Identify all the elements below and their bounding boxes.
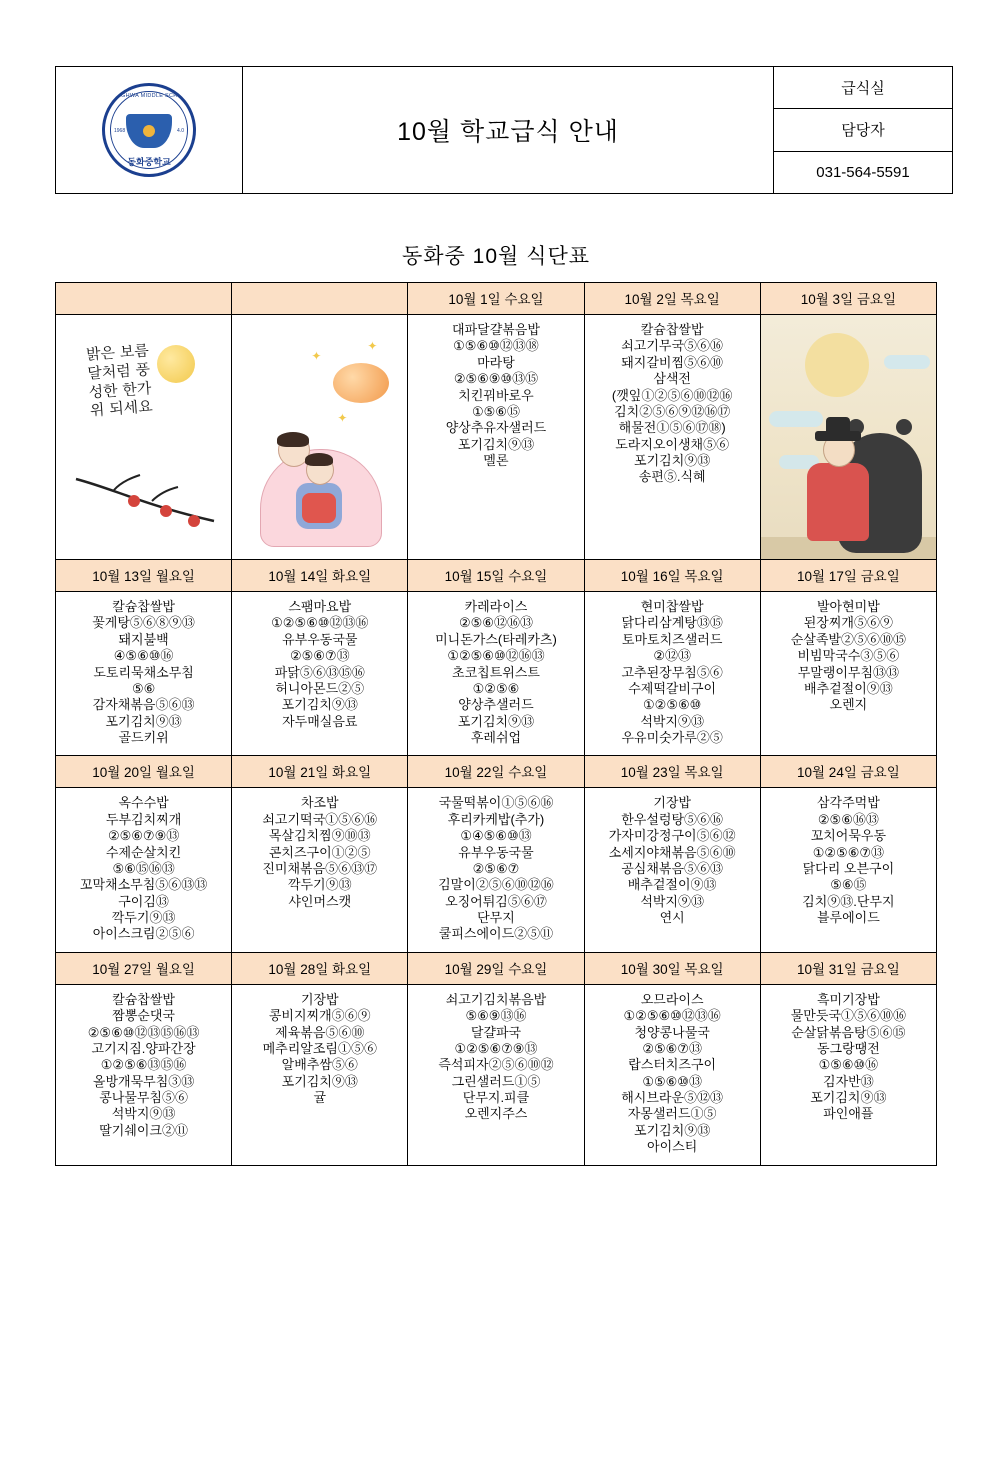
menu-item: 골드키위 [118, 730, 169, 745]
menu-item: 도라지오이생채⑤⑥ [615, 436, 730, 452]
menu-item: 멜론 [483, 453, 509, 468]
menu-item: 구이김⑬ [118, 893, 169, 909]
menu-item: ⑤⑥ [131, 680, 156, 696]
menu-cell-oct-29 [408, 984, 584, 1165]
menu-cell-oct-22 [408, 788, 584, 952]
menu-item: ②⑤⑥⑨⑩⑬⑮ [453, 371, 539, 387]
menu-item: ②⑤⑥⑫⑯⑬ [458, 615, 533, 631]
menu-item: ②⑤⑥⑦⑨⑬ [107, 828, 180, 844]
menu-item: 도토리묵채소무침 [93, 664, 194, 680]
menu-item: 순살닭볶음탕⑤⑥⑮ [791, 1024, 906, 1040]
star-icon-2: ✦ [367, 339, 378, 353]
menu-item: 석박지⑨⑬ [111, 1106, 176, 1122]
menu-item: ①②⑤⑥⑦⑬ [812, 844, 885, 860]
day-header-oct-30: 10월 30일 목요일 [584, 952, 760, 984]
menu-item: 국물떡볶이①⑤⑥⑯ [438, 795, 554, 811]
menu-cell-oct-24 [760, 788, 936, 952]
menu-item: 미니돈가스(타레카츠) [435, 631, 557, 647]
day-header-oct-2: 10월 2일 목요일 [584, 283, 760, 315]
menu-cell-oct-30 [584, 984, 760, 1165]
menu-item: 포기김치⑨⑬ [457, 436, 535, 452]
menu-item: 차조밥 [300, 795, 339, 811]
menu-item: 양상추샐러드 [458, 697, 534, 713]
header-office-label: 급식실 [774, 67, 953, 109]
menu-cell-oct-17 [760, 592, 936, 756]
menu-item: 공심채볶음⑤⑥⑬ [621, 860, 724, 876]
menu-item: 무말랭이무침⑬⑬ [797, 664, 900, 680]
menu-item: 치킨꿔바로우 [458, 387, 534, 403]
menu-item: 유부우동국물 [282, 631, 358, 647]
menu-item: 칼슘찹쌀밥 [112, 599, 175, 614]
menu-item: 소세지야채볶음⑤⑥⑩ [608, 844, 736, 860]
menu-item: 쿨피스에이드②⑤⑪ [438, 926, 554, 942]
menu-item: 마라탕 [477, 354, 515, 370]
day-header-oct-3: 10월 3일 금요일 [760, 283, 936, 315]
menu-item: 오징어튀김⑤⑥⑰ [445, 893, 547, 909]
menu-item: 토마토치즈샐러드 [621, 631, 723, 647]
menu-item: 칼슘찹쌀밥 [640, 322, 704, 337]
menu-item: ②⑤⑥⑦⑬ [289, 648, 350, 664]
menu-item: 고기지짐.양파간장 [91, 1040, 196, 1056]
moon-icon [157, 345, 195, 383]
menu-item: 가자미강정구이⑤⑥⑫ [608, 828, 736, 844]
menu-item: 돼지갈비찜⑤⑥⑩ [621, 354, 724, 370]
menu-item: 꼬막채소무침⑤⑥⑬⑬ [79, 877, 208, 893]
document-title: 10월 학교급식 안내 [243, 67, 774, 194]
menu-item: 물만듯국①⑤⑥⑩⑯ [790, 1008, 906, 1024]
menu-item: 포기김치⑨⑬ [457, 713, 535, 729]
menu-item: 고추된장무침⑤⑥ [621, 664, 723, 680]
menu-item: 포기김치⑨⑬ [634, 1122, 711, 1138]
menu-cell-oct-31 [760, 984, 936, 1165]
cloud-icon-1 [769, 411, 823, 427]
menu-item: ②⑤⑥⑦ [472, 860, 520, 876]
menu-table-title: 동화중 10월 식단표 [401, 245, 591, 268]
menu-item: 파인애플 [823, 1106, 874, 1122]
menu-item: 감자채볶음⑤⑥⑬ [92, 697, 195, 713]
menu-item: 허니아몬드②⑤ [275, 680, 365, 696]
menu-item: 수제떡갈비구이 [628, 680, 717, 696]
day-header-oct-15: 10월 15일 수요일 [408, 560, 584, 592]
day-header-oct-23: 10월 23일 목요일 [584, 756, 760, 788]
menu-item: 그린샐러드①⑤ [451, 1073, 541, 1089]
menu-item: 해물전①⑤⑥⑰⑱) [618, 420, 726, 436]
menu-item: 쇠고기떡국①⑤⑥⑯ [262, 811, 378, 827]
menu-item: 스팸마요밥 [288, 599, 352, 614]
menu-item: 해시브라운⑤⑫⑬ [621, 1090, 724, 1105]
menu-item: 메추리알조림①⑤⑥ [262, 1040, 377, 1056]
menu-item: ⑤⑥⑮⑯⑬ [112, 860, 175, 876]
header-phone-number: 031-564-5591 [774, 151, 953, 193]
menu-item: 순살족발②⑤⑥⑩⑮ [790, 631, 906, 647]
menu-item: 초코칩트위스트 [452, 664, 540, 680]
menu-item: ④⑤⑥⑩⑯ [113, 648, 174, 664]
menu-item: 샤인머스캣 [288, 893, 352, 909]
day-header-oct-13: 10월 13일 월요일 [56, 560, 232, 592]
menu-item: 수제순살치킨 [105, 844, 182, 860]
menu-cell-oct-13 [56, 592, 232, 756]
menu-item: 기장밥 [300, 991, 339, 1007]
menu-cell-oct-20 [56, 788, 232, 952]
menu-item: 즉석피자②⑤⑥⑩⑫ [438, 1057, 554, 1073]
menu-item: ②⑤⑥⑦⑬ [642, 1040, 702, 1056]
week1-empty-head-2 [232, 283, 408, 315]
menu-item: 청양콩나물국 [634, 1024, 710, 1040]
menu-item: 아이스크림②⑤⑥ [92, 926, 195, 942]
menu-item: 귤 [313, 1090, 327, 1105]
menu-item: 연시 [659, 910, 685, 925]
menu-item: ①④⑤⑥⑩⑬ [460, 828, 532, 844]
logo-year-right: 4.0 [177, 128, 184, 134]
cloud-icon-3 [884, 355, 930, 369]
menu-item: 닭다리삼계탕⑬⑮ [621, 615, 723, 631]
menu-item: ①②⑤⑥ [472, 680, 520, 696]
menu-item: ①⑤⑥⑩⑫⑬⑱ [453, 338, 539, 354]
day-header-oct-27: 10월 27일 월요일 [56, 952, 232, 984]
menu-item: 삼각주먹밥 [816, 795, 880, 811]
menu-item: 오렌지주스 [464, 1106, 528, 1122]
menu-cell-oct-23 [584, 788, 760, 952]
sun-icon [805, 333, 869, 397]
document-page [0, 66, 992, 1469]
menu-item: 동그랑땡전 [816, 1040, 880, 1056]
menu-item: ①②⑤⑥⑩⑫⑬⑯ [623, 1008, 721, 1024]
menu-item: ⑤⑥⑮ [830, 877, 867, 893]
week3-header-row [56, 756, 937, 788]
menu-item: ①②⑤⑥⑬⑮⑯ [100, 1057, 187, 1073]
menu-item: 자몽샐러드①⑤ [627, 1106, 717, 1122]
menu-item: 비빔막국수③⑤⑥ [797, 648, 900, 664]
menu-item: ①②⑤⑥⑩⑫⑯⑬ [447, 648, 545, 664]
menu-item: ②⑤⑥⑯⑬ [817, 811, 879, 827]
day-header-oct-17: 10월 17일 금요일 [760, 560, 936, 592]
menu-item: 대파달걀볶음밥 [452, 322, 540, 337]
star-icon-3: ✦ [337, 411, 348, 425]
mother-hair [277, 432, 309, 447]
menu-cell-oct-28 [232, 984, 408, 1165]
menu-item: 발아현미밥 [816, 599, 880, 614]
logo-year-left: 1968 [114, 128, 126, 134]
school-logo-cell [56, 67, 243, 194]
menu-item: 포기김치⑨⑬ [810, 1090, 887, 1105]
menu-item: 목살김치찜⑨⑩⑬ [268, 828, 371, 844]
gat-hat-icon [815, 431, 861, 441]
menu-item: ①②⑤⑥⑩ [643, 697, 702, 713]
week2-header-row [56, 560, 937, 592]
day-header-oct-21: 10월 21일 화요일 [232, 756, 408, 788]
day-header-oct-14: 10월 14일 화요일 [232, 560, 408, 592]
menu-item: 짬뽕순댓국 [112, 1008, 175, 1024]
day-header-oct-31: 10월 31일 금요일 [760, 952, 936, 984]
menu-item: 김치②⑤⑥⑨⑫⑯⑰ [614, 403, 731, 419]
header-table [55, 66, 953, 194]
menu-item: 블루에이드 [816, 910, 880, 925]
day-header-oct-20: 10월 20일 월요일 [56, 756, 232, 788]
header-manager-label: 담당자 [774, 109, 953, 151]
menu-item: 김치⑨⑬.단무지 [802, 893, 895, 909]
menu-item: ②⑤⑥⑩⑫⑬⑮⑯⑬ [87, 1024, 200, 1040]
menu-item: 랍스터치즈구이 [628, 1057, 717, 1073]
menu-cell-oct-1 [408, 315, 584, 560]
day-header-oct-22: 10월 22일 수요일 [408, 756, 584, 788]
menu-item: 카레라이스 [464, 599, 528, 614]
menu-item: 우유미숫가루②⑤ [621, 730, 723, 745]
menu-item: 김말이②⑤⑥⑩⑫⑯ [438, 877, 554, 893]
menu-item: (깻잎①②⑤⑥⑩⑫⑯ [611, 387, 733, 403]
chuseok-illustration [760, 315, 936, 560]
menu-item: ①②⑤⑥⑦⑨⑬ [454, 1040, 538, 1056]
menu-item: 양상추유자샐러드 [445, 420, 547, 436]
menu-item: 김자반⑬ [823, 1073, 874, 1089]
week3-content-row [56, 788, 937, 952]
menu-item: 콩나물무침⑤⑥ [99, 1090, 188, 1105]
menu-item: ①⑤⑥⑮ [471, 403, 520, 419]
menu-item: ①⑤⑥⑩⑯ [818, 1057, 879, 1073]
menu-item: 유부우동국물 [458, 844, 534, 860]
menu-item: 제육볶음⑤⑥⑩ [275, 1024, 365, 1040]
menu-item: 진미채볶음⑤⑥⑬⑰ [262, 860, 378, 876]
menu-item: 콩비지찌개⑤⑥⑨ [268, 1008, 371, 1024]
menu-item: ②⑫⑬ [653, 648, 691, 664]
menu-item: 두부김치찌개 [105, 811, 182, 827]
week2-content-row [56, 592, 937, 756]
menu-item: 꽃게탕⑤⑥⑧⑨⑬ [92, 615, 195, 631]
menu-cell-oct-16 [584, 592, 760, 756]
menu-item: 기장밥 [653, 795, 691, 811]
menu-item: 한우설렁탕⑤⑥⑯ [621, 811, 724, 827]
menu-item: 달걀파국 [470, 1024, 522, 1040]
family-illustration [232, 315, 408, 560]
menu-item: 오렌지 [829, 697, 868, 713]
menu-cell-oct-21 [232, 788, 408, 952]
menu-cell-oct-15 [408, 592, 584, 756]
logo-bottom-text: 동화중학교 [127, 157, 171, 167]
menu-item: 깍두기⑨⑬ [111, 910, 176, 925]
child-vest [302, 493, 336, 523]
day-header-oct-16: 10월 16일 목요일 [584, 560, 760, 592]
menu-item: 흑미기장밥 [816, 991, 880, 1007]
menu-item: 파닭⑤⑥⑬⑮⑯ [274, 664, 365, 680]
menu-item: 포기김치⑨⑬ [105, 713, 182, 729]
calligraphy-illustration [56, 315, 232, 560]
menu-item: 석박지⑨⑬ [640, 893, 704, 909]
menu-item: 된장찌개⑤⑥⑨ [803, 615, 893, 631]
menu-item: 깍두기⑨⑬ [287, 877, 352, 893]
menu-item: 닭다리 오븐구이 [802, 860, 895, 876]
menu-cell-oct-2 [584, 315, 760, 560]
balloon-icon [333, 363, 389, 403]
menu-item: 자두매실음료 [282, 713, 358, 729]
menu-item: 삼색전 [653, 371, 691, 387]
menu-item: 포기김치⑨⑬ [281, 1073, 358, 1089]
menu-item: 칼슘찹쌀밥 [112, 991, 175, 1007]
day-header-oct-29: 10월 29일 수요일 [408, 952, 584, 984]
menu-item: 콘치즈구이①②⑤ [268, 844, 371, 860]
menu-item: 쇠고기무국⑤⑥⑯ [621, 338, 724, 354]
menu-item: ①⑤⑥⑩⑬ [642, 1073, 702, 1089]
meal-plan-table [55, 282, 937, 1166]
day-header-oct-1: 10월 1일 수요일 [408, 283, 584, 315]
menu-item: 단무지.피클 [462, 1090, 530, 1105]
child-hair [305, 453, 333, 466]
logo-top-text: DONGHWA MIDDLE SCHOOL [107, 93, 191, 99]
day-header-oct-28: 10월 28일 화요일 [232, 952, 408, 984]
week1-header-row [56, 283, 937, 315]
menu-item: 알배추쌈⑤⑥ [281, 1057, 358, 1073]
week4-content-row [56, 984, 937, 1165]
week1-empty-head-1 [56, 283, 232, 315]
menu-item: 후레쉬업 [470, 730, 522, 745]
menu-item: 오므라이스 [640, 991, 704, 1007]
menu-item: 단무지 [477, 910, 515, 925]
menu-item: 옥수수밥 [118, 795, 169, 811]
week4-header-row [56, 952, 937, 984]
menu-item: 꼬치어묵우동 [810, 828, 887, 844]
star-icon-1: ✦ [311, 349, 322, 363]
menu-item: 배추겉절이⑨⑬ [627, 877, 717, 893]
menu-item: 석박지⑨⑬ [640, 713, 704, 729]
menu-item: 배추겉절이⑨⑬ [803, 680, 893, 696]
menu-cell-oct-27 [56, 984, 232, 1165]
menu-item: ①②⑤⑥⑩⑫⑬⑯ [271, 615, 369, 631]
menu-item: 쇠고기김치볶음밥 [445, 991, 547, 1007]
menu-item: 올방개묵무침③⑬ [92, 1073, 195, 1089]
menu-item: 현미찹쌀밥 [640, 599, 704, 614]
menu-item: 딸기쉐이크②⑪ [99, 1122, 188, 1138]
week1-content-row [56, 315, 937, 560]
menu-item: 돼지불백 [118, 631, 169, 647]
menu-item: 후리카케밥(추가) [447, 811, 545, 827]
menu-item: 포기김치⑨⑬ [281, 697, 358, 713]
menu-item: 송편⑤.식혜 [638, 469, 706, 485]
calligraphy-text: 밝은 보름달처럼 풍성한 한가위 되세요 [85, 341, 154, 420]
menu-cell-oct-14 [232, 592, 408, 756]
day-header-oct-24: 10월 24일 금요일 [760, 756, 936, 788]
menu-item: 포기김치⑨⑬ [634, 453, 711, 468]
branch-icon [74, 471, 224, 533]
menu-item: ⑤⑥⑨⑬⑯ [465, 1008, 527, 1024]
hanbok-man-body [807, 463, 869, 541]
menu-item: 아이스티 [647, 1139, 698, 1155]
school-logo-icon [102, 83, 196, 177]
